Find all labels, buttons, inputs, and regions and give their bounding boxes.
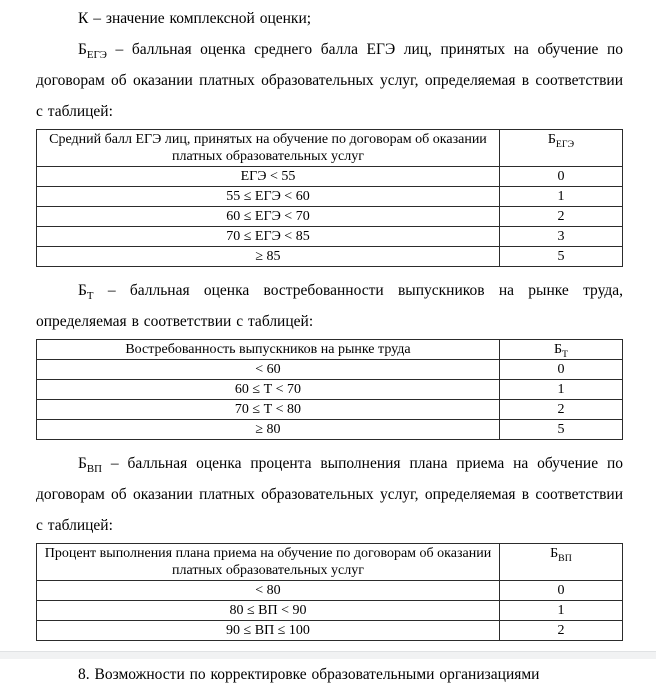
table-row [37,167,623,187]
employment-score-table [36,339,623,440]
term-description: – балльная оценка востребованности выпускников на рынке труда, определяемая в соответствии с таблицей: [36,282,623,330]
score-cell: 2 [499,621,622,641]
criterion-column-header: Процент выполнения плана приема на обучение по договорам об оказании платных образовательных услуг [37,544,500,581]
range-cell: 60 ≤ Т < 70 [37,380,500,400]
paragraph-section-8 [36,659,623,690]
table-row [37,227,623,247]
paragraph-vp-definition [36,448,623,541]
score-column-header [499,544,622,581]
table-row [37,380,623,400]
table-row [37,601,623,621]
admission-plan-score-table [36,543,623,641]
term-base: Б [78,455,87,472]
k-definition-text: К – значение комплексной оценки; [78,10,312,27]
criterion-column-header: Востребованность выпускников на рынке труда [37,340,500,360]
score-header-subscript: Т [562,348,568,360]
range-cell: ЕГЭ < 55 [37,167,500,187]
score-cell: 2 [499,400,622,420]
term-subscript: ВП [86,463,102,476]
score-cell: 1 [499,380,622,400]
range-cell: < 80 [37,581,500,601]
score-header-subscript: ЕГЭ [555,138,575,150]
score-cell: 2 [499,207,622,227]
table-row [37,621,623,641]
score-cell: 1 [499,601,622,621]
table-header-row [37,544,623,581]
ege-score-table [36,129,623,267]
score-cell: 3 [499,227,622,247]
term-description: – балльная оценка процента выполнения плана приема на обучение по договорам об оказании платных образовательных услуг, определяемая в соответствии с таблицей: [36,455,623,534]
range-cell: ≥ 85 [37,247,500,267]
range-cell: ≥ 80 [37,420,500,440]
range-cell: 60 ≤ ЕГЭ < 70 [37,207,500,227]
term-base: Б [78,41,87,58]
score-cell: 5 [499,420,622,440]
table-row [37,360,623,380]
score-cell: 0 [499,581,622,601]
score-cell: 1 [499,187,622,207]
term-description: – балльная оценка среднего балла ЕГЭ лиц, принятых на обучение по договорам об оказании платных образовательных услуг, определяемая в соответствии с таблицей: [36,41,623,120]
score-cell: 0 [499,167,622,187]
range-cell: 80 ≤ ВП < 90 [37,601,500,621]
paragraph-k-definition [36,3,623,34]
table-row [37,207,623,227]
table-row [37,581,623,601]
range-cell: 90 ≤ ВП ≤ 100 [37,621,500,641]
page-bottom-edge [0,651,656,659]
score-column-header [499,340,622,360]
criterion-column-header: Средний балл ЕГЭ лиц, принятых на обучение по договорам об оказании платных образовательных услуг [37,130,500,167]
table-row [37,400,623,420]
range-cell: 55 ≤ ЕГЭ < 60 [37,187,500,207]
score-cell: 0 [499,360,622,380]
term-base: Б [78,282,87,299]
range-cell: < 60 [37,360,500,380]
score-cell: 5 [499,247,622,267]
paragraph-t-definition [36,275,623,337]
table-header-row [37,340,623,360]
paragraph-ege-definition [36,34,623,127]
score-column-header [499,130,622,167]
table-header-row [37,130,623,167]
table-row [37,187,623,207]
table-row [37,247,623,267]
table-row [37,420,623,440]
score-header-base: Б [553,342,562,357]
score-header-subscript: ВП [558,552,572,564]
score-header-base: Б [547,132,556,147]
range-cell: 70 ≤ ЕГЭ < 85 [37,227,500,247]
section-8-text: 8. Возможности по корректировке образовательными организациями [78,666,540,683]
term-subscript: ЕГЭ [86,49,107,62]
term-subscript: Т [86,290,94,303]
score-header-base: Б [550,546,559,561]
range-cell: 70 ≤ Т < 80 [37,400,500,420]
